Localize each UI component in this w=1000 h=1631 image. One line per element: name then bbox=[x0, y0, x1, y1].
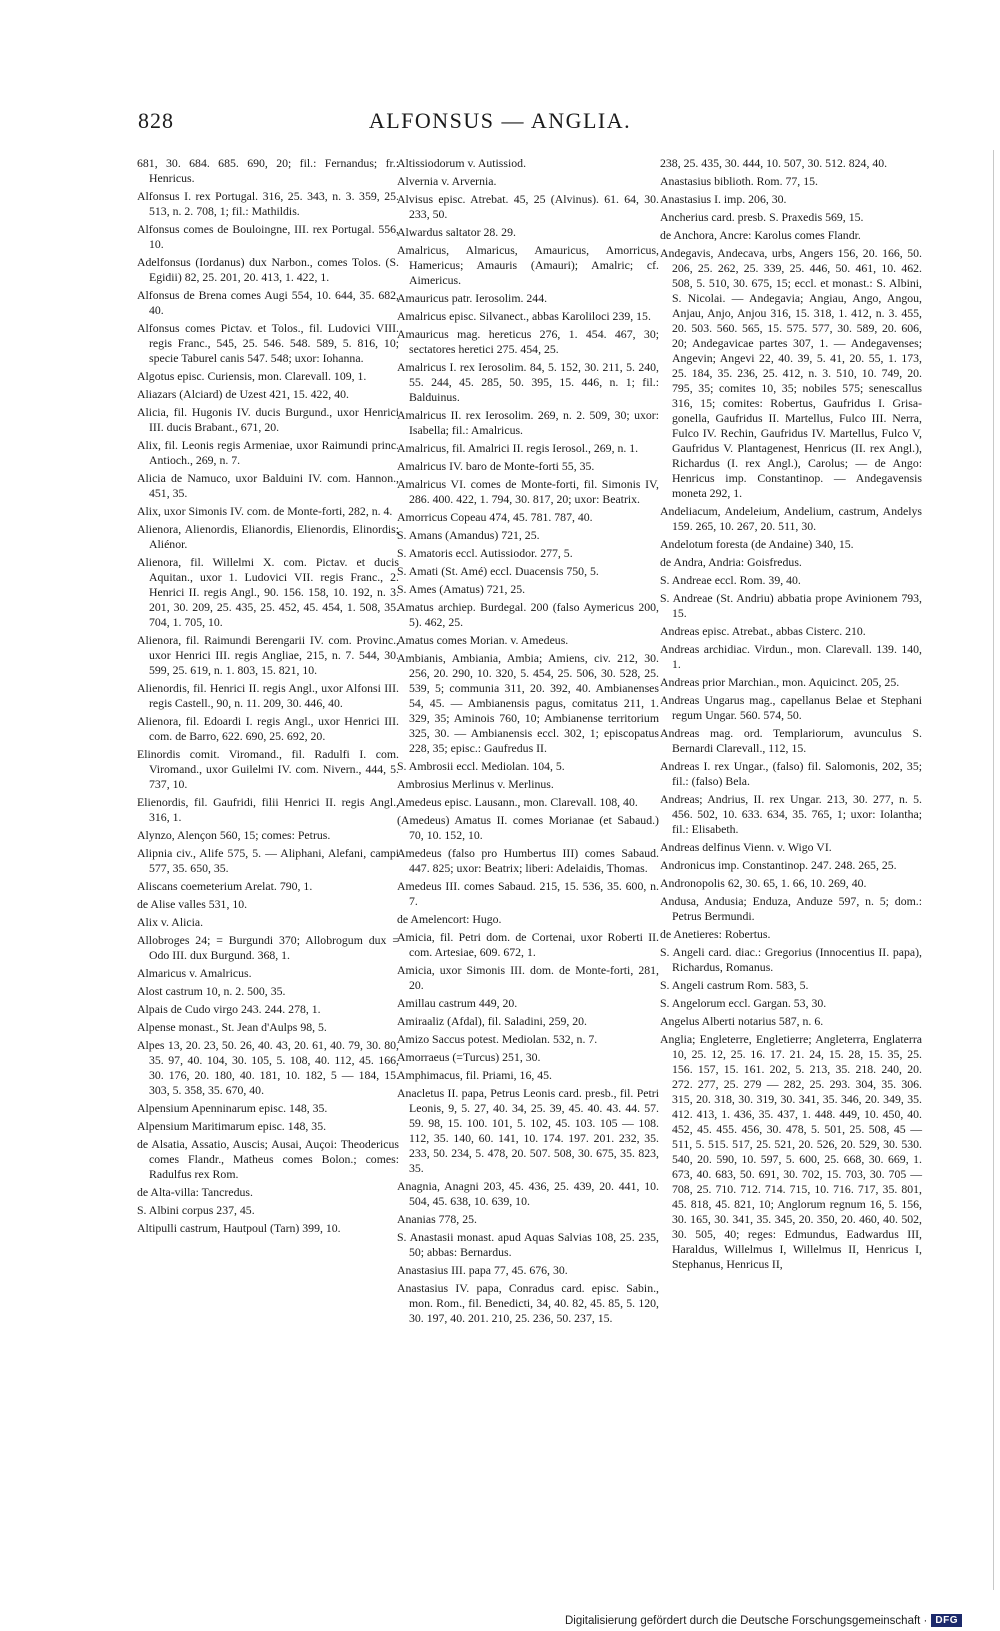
index-entry: Andusa, Andusia; Enduza, Anduze 597, n. 5; dom.: Petrus Bermundi. bbox=[660, 894, 922, 923]
index-entry: Anglia; Engleterre, Engletierre; Angleterra, Englaterra 10, 25. 12, 25. 16. 17. 21. 24, 15. 28, 15. 35, 25. 156. 157, 15. 161. 202, 5. 213, 35. 218. 240, 20. 272. 277, 25. 279 — 282, 25. 293. 304, 35. 306. 315, 20. 318, 30. 319, 30. 341, 35. 346, 20. 349, 35. 412. 413, 1. 436, 35. 437, 1. 448. 449, 10. 450, 40. 452, 45. 455. 456, 30. 478, 5. 501, 25. 508, 45 — 511, 5. 515. 517, 25. 521, 20. 526, 20. 529, 30. 530. 540, 20. 590, 10. 597, 5. 600, 25. 668, 30. 669, 1. 673, 40. 683, 50. 691, 30. 702, 15. 703, 30. 705 — 708, 25. 710. 712. 714. 715, 10. 716. 717, 35. 801, 45. 818, 45. 821, 10; Anglorum regnum 16, 5. 156, 30. 165, 30. 341, 35. 345, 20. 350, 20. 460, 40. 502, 30. 505, 40; reges: Edmundus, Eadwardus III, Haraldus, Willelmus I, Willelmus II, Henricus I, Stephanus, Henricus II, bbox=[660, 1032, 922, 1271]
index-entry: S. Andreae (St. Andriu) abbatia prope Avinionem 793, 15. bbox=[660, 591, 922, 620]
index-entry: Amalricus I. rex Ierosolim. 84, 5. 152, 30. 211, 5. 240, 55. 244, 45. 285, 50. 395, 15. 446, n. 1; fil.: Balduinus. bbox=[397, 360, 659, 404]
index-entry: Amalricus, fil. Amalrici II. regis Ierosol., 269, n. 1. bbox=[397, 441, 639, 455]
index-entry: Alipnia civ., Alife 575, 5. — Aliphani, Alefani, campi 577, 35. 650, 35. bbox=[137, 846, 399, 875]
index-entry: S. Amatoris eccl. Autissiodor. 277, 5. bbox=[397, 546, 573, 560]
index-entry: Andreas episc. Atrebat., abbas Cisterc. 210. bbox=[660, 624, 866, 638]
index-entry: S. Angelorum eccl. Gargan. 53, 30. bbox=[660, 996, 827, 1010]
index-entry: S. Angeli castrum Rom. 583, 5. bbox=[660, 978, 809, 992]
index-entry: de Anetieres: Robertus. bbox=[660, 927, 771, 941]
index-entry: Amorraeus (=Turcus) 251, 30. bbox=[397, 1050, 541, 1064]
index-entry: Anacletus II. papa, Petrus Leonis card. presb., fil. Petri Leonis, 9, 5. 27, 40. 34, 25. 39, 45. 40. 43. 44. 57. 59. 98, 15. 100. 101, 5. 102, 45. 103. 105 — 108. 112, 35. 140, 60. 141, 10. 174. 197. 201. 232, 35. 233, 50. 234, 5. 478, 20. 507. 508, 30. 675, 35. 823, 35. bbox=[397, 1086, 659, 1175]
index-entry: Alfonsus I. rex Portugal. 316, 25. 343, n. 3. 359, 25. 513, n. 2. 708, 1; fil.: Mathildis. bbox=[137, 189, 399, 218]
index-entry: Amicia, uxor Simonis III. dom. de Monte-forti, 281, 20. bbox=[397, 963, 659, 992]
index-entry: Adelfonsus (Iordanus) dux Narbon., comes Tolos. (S. Egidii) 82, 25. 201, 20. 413, 1. 422, 1. bbox=[137, 255, 399, 284]
index-entry: Aliscans coemeterium Arelat. 790, 1. bbox=[137, 879, 313, 893]
index-entry: Andreas delfinus Vienn. v. Wigo VI. bbox=[660, 840, 832, 854]
index-entry: Amatus comes Morian. v. Amedeus. bbox=[397, 633, 569, 647]
index-entry: de Alsatia, Assatio, Auscis; Ausai, Auçoi: Theodericus comes Flandr., Matheus comes Bolon.; comes: Radulfus rex Rom. bbox=[137, 1137, 399, 1181]
index-entry: Altipulli castrum, Hautpoul (Tarn) 399, 10. bbox=[137, 1221, 341, 1235]
index-entry: Amphimacus, fil. Priami, 16, 45. bbox=[397, 1068, 552, 1082]
index-entry: Amauricus patr. Ierosolim. 244. bbox=[397, 291, 548, 305]
index-entry: Amalricus IV. baro de Monte-forti 55, 35. bbox=[397, 459, 595, 473]
index-entry: Alfonsus de Brena comes Augi 554, 10. 644, 35. 682, 40. bbox=[137, 288, 399, 317]
index-entry: Anastasius biblioth. Rom. 77, 15. bbox=[660, 174, 818, 188]
index-entry: Andreas Ungarus mag., capellanus Belae et Stephani regum Ungar. 560. 574, 50. bbox=[660, 693, 922, 722]
page-number: 828 bbox=[138, 108, 174, 133]
index-entry: Altissiodorum v. Autissiod. bbox=[397, 156, 527, 170]
index-entry: (Amedeus) Amatus II. comes Morianae (et Sabaud.) 70, 10. 152, 10. bbox=[397, 813, 659, 842]
index-entry: Amauricus mag. hereticus 276, 1. 454. 467, 30; sectatores heretici 275. 454, 25. bbox=[397, 327, 659, 356]
index-entry: Alienora, fil. Willelmi X. com. Pictav. et ducis Aquitan., uxor 1. Ludovici VII. regis Franc., 2. Henrici II. regis Angl., 90. 156. 158, 10. 192, n. 3. 201, 30. 209, 25. 435, 25. 452, 45. 454, 1. 508, 35. 704, 1. 705, 10. bbox=[137, 555, 399, 629]
index-entry: de Alta-villa: Tancredus. bbox=[137, 1185, 253, 1199]
footer-credit bbox=[565, 1614, 962, 1627]
index-entry: Alfonsus comes de Bouloingne, III. rex Portugal. 556, 10. bbox=[137, 222, 399, 251]
index-entry: S. Amati (St. Amé) eccl. Duacensis 750, 5. bbox=[397, 564, 599, 578]
index-entry: Amedeus (falso pro Humbertus III) comes Sabaud. 447. 825; uxor: Beatrix; liberi: Adelaidis, Thomas. bbox=[397, 846, 659, 875]
index-entry: de Alise valles 531, 10. bbox=[137, 897, 248, 911]
index-entry: Alost castrum 10, n. 2. 500, 35. bbox=[137, 984, 286, 998]
index-entry: S. Amans (Amandus) 721, 25. bbox=[397, 528, 540, 542]
index-entry: Andelotum foresta (de Andaine) 340, 15. bbox=[660, 537, 854, 551]
index-entry: Alpes 13, 20. 23, 50. 26, 40. 43, 20. 61, 40. 79, 30. 80, 35. 97, 40. 104, 30. 105, 5. 108, 40. 112, 45. 166, 30. 176, 20. 180, 40. 181, 10. 182, 5 — 184, 15. 303, 5. 358, 35. 670, 40. bbox=[137, 1038, 399, 1097]
index-entry: S. Ambrosii eccl. Mediolan. 104, 5. bbox=[397, 759, 565, 773]
index-entry: Alpensium Maritimarum episc. 148, 35. bbox=[137, 1119, 327, 1133]
index-entry: Amalricus, Almaricus, Amauricus, Amorricus, Hamericus; Amauris (Amauri); Amalric; cf. Aimericus. bbox=[397, 243, 659, 287]
index-column-3 bbox=[660, 156, 922, 1275]
index-entry: Andreas; Andrius, II. rex Ungar. 213, 30. 277, n. 5. 456. 502, 10. 633. 634, 35. 765, 1; uxor: Iolantha; fil.: Elisabeth. bbox=[660, 792, 922, 836]
index-entry: Ambrosius Merlinus v. Merlinus. bbox=[397, 777, 554, 791]
index-entry: 681, 30. 684. 685. 690, 20; fil.: Fernandus; fr.: Henricus. bbox=[137, 156, 399, 185]
dfg-logo: DFG bbox=[931, 1614, 962, 1627]
index-entry: Anastasius I. imp. 206, 30. bbox=[660, 192, 787, 206]
index-entry: Alienora, fil. Edoardi I. regis Angl., uxor Henrici III. com. de Barro, 622. 690, 25. 692, 20. bbox=[137, 714, 399, 743]
index-entry: Alix, uxor Simonis IV. com. de Monte-forti, 282, n. 4. bbox=[137, 504, 393, 518]
index-entry: Andronicus imp. Constantinop. 247. 248. 265, 25. bbox=[660, 858, 897, 872]
index-entry: Amalricus II. rex Ierosolim. 269, n. 2. 509, 30; uxor: Isabella; fil.: Amalricus. bbox=[397, 408, 659, 437]
index-entry: Alfonsus comes Pictav. et Tolos., fil. Ludovici VIII. regis Franc., 545, 25. 546. 548. 589, 5. 816, 10; specie Taburel canis 547. 548; uxor: Iohanna. bbox=[137, 321, 399, 365]
index-entry: de Anchora, Ancre: Karolus comes Flandr. bbox=[660, 228, 861, 242]
index-entry: S. Ames (Amatus) 721, 25. bbox=[397, 582, 526, 596]
index-entry: S. Albini corpus 237, 45. bbox=[137, 1203, 255, 1217]
index-entry: de Andra, Andria: Goisfredus. bbox=[660, 555, 802, 569]
index-entry: Almaricus v. Amalricus. bbox=[137, 966, 252, 980]
index-entry: Ancherius card. presb. S. Praxedis 569, 15. bbox=[660, 210, 864, 224]
index-entry: Alienora, Alienordis, Elianordis, Elienordis, Elinordis; Aliénor. bbox=[137, 522, 399, 551]
index-entry: Amalricus VI. comes de Monte-forti, fil. Simonis IV, 286. 400. 422, 1. 794, 30. 817, 20; uxor: Beatrix. bbox=[397, 477, 659, 506]
index-entry: Anastasius III. papa 77, 45. 676, 30. bbox=[397, 1263, 568, 1277]
index-entry: Amedeus episc. Lausann., mon. Clarevall. 108, 40. bbox=[397, 795, 638, 809]
index-entry: Amorricus Copeau 474, 45. 781. 787, 40. bbox=[397, 510, 593, 524]
index-entry: Andreas I. rex Ungar., (falso) fil. Salomonis, 202, 35; fil.: (falso) Bela. bbox=[660, 759, 922, 788]
index-entry: Amedeus III. comes Sabaud. 215, 15. 536, 35. 600, n. 7. bbox=[397, 879, 659, 908]
index-entry: Alpais de Cudo virgo 243. 244. 278, 1. bbox=[137, 1002, 321, 1016]
index-entry: Alynzo, Alençon 560, 15; comes: Petrus. bbox=[137, 828, 331, 842]
index-entry: S. Andreae eccl. Rom. 39, 40. bbox=[660, 573, 801, 587]
index-entry: Andreas mag. ord. Templariorum, avunculus S. Bernardi Clarevall., 112, 15. bbox=[660, 726, 922, 755]
page-edge-line bbox=[993, 150, 994, 1590]
index-entry: Andeliacum, Andeleium, Andelium, castrum, Andelys 159. 265, 10. 267, 20. 511, 30. bbox=[660, 504, 922, 533]
index-entry: Amiraaliz (Afdal), fil. Saladini, 259, 20. bbox=[397, 1014, 588, 1028]
index-entry: Amalricus episc. Silvanect., abbas Karoliloci 239, 15. bbox=[397, 309, 651, 323]
index-entry: S. Anastasii monast. apud Aquas Salvias 108, 25. 235, 50; abbas: Bernardus. bbox=[397, 1230, 659, 1259]
index-entry: Alpense monast., St. Jean d'Aulps 98, 5. bbox=[137, 1020, 327, 1034]
index-entry: S. Angeli card. diac.: Gregorius (Innocentius II. papa), Richardus, Romanus. bbox=[660, 945, 922, 974]
index-entry: Andronopolis 62, 30. 65, 1. 66, 10. 269, 40. bbox=[660, 876, 867, 890]
index-entry: Alix v. Alicia. bbox=[137, 915, 204, 929]
index-entry: Aliazars (Alciard) de Uzest 421, 15. 422, 40. bbox=[137, 387, 349, 401]
index-entry: Alvernia v. Arvernia. bbox=[397, 174, 497, 188]
index-entry: Angelus Alberti notarius 587, n. 6. bbox=[660, 1014, 824, 1028]
index-entry: Anastasius IV. papa, Conradus card. episc. Sabin., mon. Rom., fil. Benedicti, 34, 40. 82, 45. 85, 5. 120, 30. 197, 40. 201. 210, 25. 236, 50. 237, 15. bbox=[397, 1281, 659, 1325]
index-entry: Alvisus episc. Atrebat. 45, 25 (Alvinus). 61. 64, 30. 233, 50. bbox=[397, 192, 659, 221]
index-entry: Amicia, fil. Petri dom. de Cortenai, uxor Roberti II. com. Artesiae, 609. 672, 1. bbox=[397, 930, 659, 959]
index-entry: Andreas archidiac. Virdun., mon. Clarevall. 139. 140, 1. bbox=[660, 642, 922, 671]
index-entry: Andegavis, Andecava, urbs, Angers 156, 20. 166, 50. 206, 25. 262, 25. 339, 25. 446, 50. 461, 10. 462. 508, 5. 510, 30. 675, 15; eccl. et monast.: S. Albini, S. Nicolai. — Andegavia; Angiau, Ango, Angou, Anjau, Anjo, Anjou 316, 15. 318, 1. 412, n. 3. 455, 20. 503. 560. 565, 15. 575. 577, 30. 589, 20. 606, 20; Andegavicae partes 307, 1. — Andegavenses; Angevin; Angevi 22, 40. 39, 5. 41, 20. 55, 1. 173, 25. 184, 35. 236, 25. 412, n. 3. 510, 10. 749, 20. 795, 35; comites 10, 35; nobiles 575; senescallus 316, 15; comites: Robertus, Gaufridus I. Grisa-gonella, Gaufridus II. Martellus, Fulco III. Nerra, Fulco IV. Rechin, Gaufridus IV. Martellus, Fulco V, Gaufridus V. Plantagenest, Henricus (II. rex Angl.), Richardus (I. rex Angl.), Carolus; — de Ango: Henricus imp. Constantinop. — Andegavensis moneta 292, 1. bbox=[660, 246, 922, 500]
index-entry: Anagnia, Anagni 203, 45. 436, 25. 439, 20. 441, 10. 504, 45. 638, 10. 639, 10. bbox=[397, 1179, 659, 1208]
index-entry: de Amelencort: Hugo. bbox=[397, 912, 502, 926]
index-entry: Allobroges 24; = Burgundi 370; Allobrogum dux = Odo III. dux Burgund. 368, 1. bbox=[137, 933, 399, 962]
index-entry: Algotus episc. Curiensis, mon. Clarevall. 109, 1. bbox=[137, 369, 367, 383]
index-entry: Amatus archiep. Burdegal. 200 (falso Aymericus 200, 5). 462, 25. bbox=[397, 600, 659, 629]
index-entry: Ambianis, Ambiania, Ambia; Amiens, civ. 212, 30. 256, 20. 290, 10. 320, 5. 454, 25. 506, 30. 528, 25. 539, 5; communia 311, 20. 392, 40. Ambianenses 54, 45. — Ambianensis pagus, comitatus 211, 1. 329, 35; Aminois 760, 10; Ambianense territorium 325, 30. — Ambianensis eccl. 302, 1; episcopatus 228, 35; episc.: Gaufredus II. bbox=[397, 651, 659, 755]
index-entry: Alicia, fil. Hugonis IV. ducis Burgund., uxor Henrici III. ducis Brabant., 671, 20. bbox=[137, 405, 399, 434]
index-entry: Alienordis, fil. Henrici II. regis Angl., uxor Alfonsi III. regis Castell., 90, n. 11. 209, 30. 446, 40. bbox=[137, 681, 399, 710]
index-entry: Elienordis, fil. Gaufridi, filii Henrici II. regis Angl., 316, 1. bbox=[137, 795, 399, 824]
index-column-2 bbox=[397, 156, 659, 1329]
running-title: ALFONSUS — ANGLIA. bbox=[368, 108, 632, 133]
index-entry: Ananias 778, 25. bbox=[397, 1212, 477, 1226]
index-entry: Amillau castrum 449, 20. bbox=[397, 996, 518, 1010]
index-entry: Alicia de Namuco, uxor Balduini IV. com. Hannon., 451, 35. bbox=[137, 471, 399, 500]
index-entry: Alix, fil. Leonis regis Armeniae, uxor Raimundi princ. Antioch., 269, n. 7. bbox=[137, 438, 399, 467]
index-entry: Alpensium Apenninarum episc. 148, 35. bbox=[137, 1101, 328, 1115]
index-entry: Amizo Saccus potest. Mediolan. 532, n. 7. bbox=[397, 1032, 598, 1046]
index-entry: Andreas prior Marchian., mon. Aquicinct. 205, 25. bbox=[660, 675, 900, 689]
footer-text: Digitalisierung gefördert durch die Deutsche Forschungsgemeinschaft · bbox=[564, 1614, 928, 1627]
index-entry: 238, 25. 435, 30. 444, 10. 507, 30. 512. 824, 40. bbox=[660, 156, 888, 170]
index-entry: Alienora, fil. Raimundi Berengarii IV. com. Provinc., uxor Henrici III. regis Angliae, 215, n. 7. 544, 30. 599, 25. 619, n. 1. 803, 15. 821, 10. bbox=[137, 633, 399, 677]
index-entry: Alwardus saltator 28. 29. bbox=[397, 225, 516, 239]
index-entry: Elinordis comit. Viromand., fil. Radulfi I. com. Viromand., uxor Guilelmi IV. com. Nivern., 444, 5. 737, 10. bbox=[137, 747, 399, 791]
index-column-1 bbox=[137, 156, 399, 1239]
